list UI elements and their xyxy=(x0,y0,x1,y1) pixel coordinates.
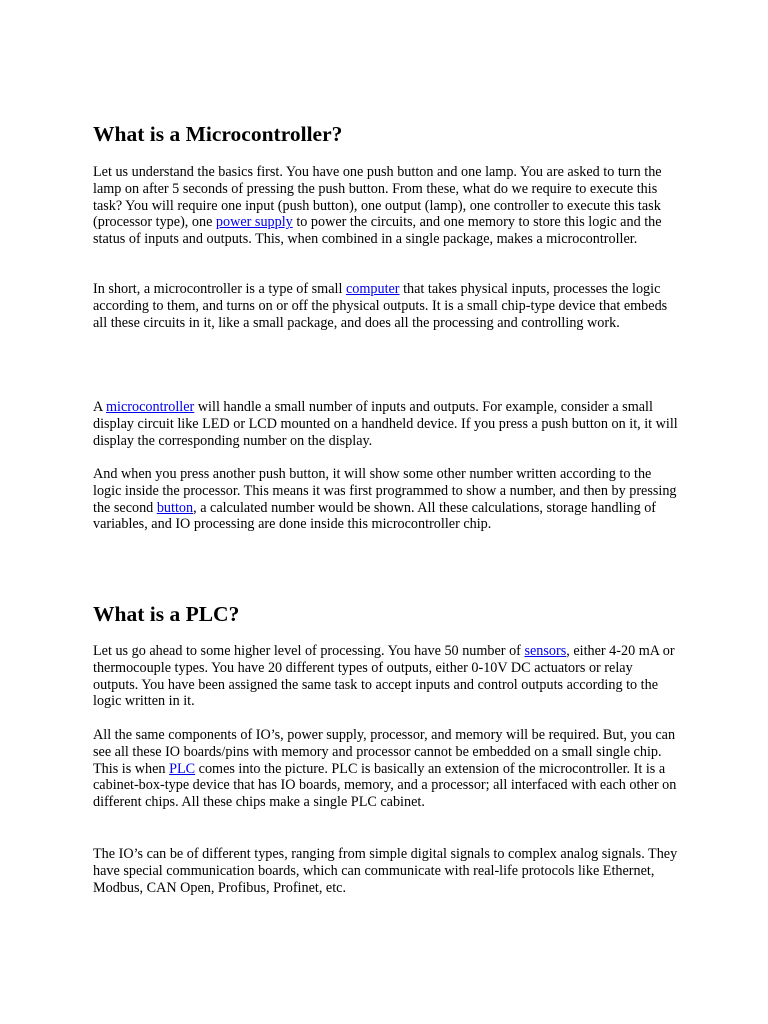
paragraph-definition xyxy=(93,281,678,331)
paragraph-text: , either 4-20 mA or thermocouple types. You have 20 different types of outputs, either 0-10V DC actuators or relay outputs. You have been assigned the same task to accept inputs and control outputs according to the logic written in it. xyxy=(93,643,675,710)
paragraph-text: to power the circuits, and one memory to store this logic and the status of inputs and outputs. This, when combined in a single package, makes a microcontroller. xyxy=(93,214,662,248)
paragraph-higher-level xyxy=(93,643,678,710)
paragraph-second-button xyxy=(93,466,678,533)
paragraph-text: Let us understand the basics first. You have one push button and one lamp. You are asked to turn the lamp on after 5 seconds of pressing the push button. From these, what do we require to execute this task? You will require one input (push button), one output (lamp), one controller to execute this task (processor type), one xyxy=(93,164,662,231)
power-supply-link[interactable]: power supply xyxy=(215,214,293,231)
paragraph-example xyxy=(93,399,678,449)
paragraph-text: In short, a microcontroller is a type of small xyxy=(93,281,346,297)
paragraph-text: A xyxy=(93,399,107,415)
sensors-link[interactable]: sensors xyxy=(524,643,567,659)
button-link[interactable]: button xyxy=(156,499,194,516)
paragraph-text: All the same components of IO’s, power supply, processor, and memory will be required. But, you can see all these IO boards/pins with memory and processor cannot be embedded on a small single chip. This is when xyxy=(93,727,676,777)
paragraph-io-types: The IO’s can be of different types, ranging from simple digital signals to complex analog signals. They have special communication boards, which can communicate with real-life protocols like Ethernet, Modbus, CAN Open, Profibus, Profinet, etc. xyxy=(93,846,678,896)
paragraph-text: will handle a small number of inputs and outputs. For example, consider a small display circuit like LED or LCD mounted on a handheld device. If you press a push button on it, it will display the corresponding number on the display. xyxy=(93,399,678,449)
heading-plc: What is a PLC? xyxy=(93,602,240,626)
paragraph-text: , a calculated number would be shown. All these calculations, storage handling of variables, and IO processing are done inside this microcontroller chip. xyxy=(93,499,657,533)
plc-link[interactable]: PLC xyxy=(169,760,196,777)
microcontroller-link[interactable]: microcontroller xyxy=(106,399,195,415)
paragraph-text: comes into the picture. PLC is basically an extension of the microcontroller. It is a cabinet-box-type device that has IO boards, memory, and a processor; all interfaced with each other on different chips. All these chips make a single PLC cabinet. xyxy=(93,760,677,811)
computer-link[interactable]: computer xyxy=(345,281,400,297)
paragraph-components xyxy=(93,727,678,811)
paragraph-text: that takes physical inputs, processes the logic according to them, and turns on or off the physical outputs. It is a small chip-type device that embeds all these circuits in it, like a small package, and does all the processing and controlling work. xyxy=(93,281,668,331)
heading-microcontroller: What is a Microcontroller? xyxy=(93,122,343,146)
paragraph-basics xyxy=(93,164,678,248)
paragraph-text: And when you press another push button, it will show some other number written according to the logic inside the processor. This means it was first programmed to show a number, and then by pressing the second xyxy=(93,466,677,516)
paragraph-text: Let us go ahead to some higher level of processing. You have 50 number of xyxy=(93,643,525,659)
